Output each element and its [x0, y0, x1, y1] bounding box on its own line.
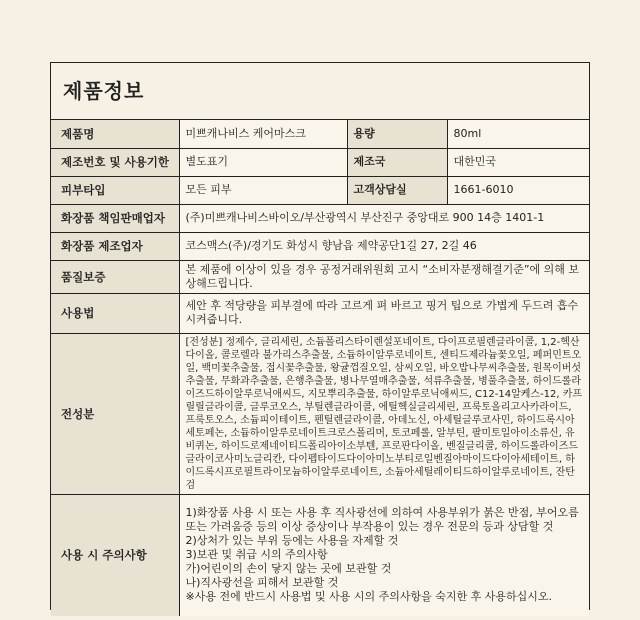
row-label: 화장품 책임판매업자 — [51, 204, 179, 232]
row-label: 품질보증 — [51, 260, 179, 293]
row-value: [전성분] 정제수, 글리세린, 소듐폴리스타이렌설포네이트, 다이프로필렌글라이콜, 1,2-헥산다이올, 콜로렐라 불가리스추출물, 소듐하이알루로네이트, 센티드제라늄꽃오일, 페퍼민트오일, 백미꽃추출물, 접시꽃추출물, 왕귤껍질오일, 삼씨오일, 바오밥나무씨추출물, 원목이버섯추출물, 무화과추출물, 은행추출물, 병나무열매추출물, 석류추출물, 병풀추출물, 하이드롤라이즈드하이알루로닉애씨드, 지모뿌리추출물, 하이알루로닉애씨드, C12-14알케스-12, 카프릴릴글라이콜, 글루코오스, 부틸렌글라이콜, 에틸헥실글리세린, 프룩토올리고사카라이드, 프룩토오스, 소듐피이테이트, 펜틸렌글라이콜, 아데노신, 아세틸글루코사민, 하이드록시아세토페논, 소듐하이알루로네이트크로스폴리머, 토코페롤, 알부틴, 팔미토일아이소류신, 유비퀴논, 하이드로제네이티드폴리아이소부텐, 프로판다이올, 벤질글리콜, 하이드롤라이즈드글라이코사미노글리칸, 다이펩타이드다이아미노부티로일벤질아마이드다이아세테이트, 하이드록시프로필트라이모늄하이알루로네이트, 소듐아세틸레이티드하이알루로네이트, 잔탄검 — [179, 333, 589, 494]
page-title: 제품정보 — [51, 63, 589, 120]
row-value: 1)화장품 사용 시 또는 사용 후 직사광선에 의하여 사용부위가 붉은 반점, 부어오름 또는 가려움증 등의 이상 증상이나 부작용이 있는 경우 전문의 등과 상담할 것 2)상처가 있는 부위 등에는 사용을 자제할 것 3)보관 및 취급 시의 주의사항 가)어린이의 손이 닿지 않는 곳에 보관할 것 나)직사광선을 피해서 보관할 것 ※사용 전에 반드시 사용법 및 사용 시의 주의사항을 숙지한 후 사용하십시오. — [179, 494, 589, 616]
row-value: 1661-6010 — [447, 176, 589, 204]
table-row-product-name — [51, 120, 589, 148]
table-row-maker — [51, 232, 589, 260]
table-row-serial — [51, 148, 589, 176]
row-value: 본 제품에 이상이 있을 경우 공정거래위원회 고시 “소비자분쟁해결기준”에 의해 보상해드립니다. — [179, 260, 589, 293]
row-label: 제조번호 및 사용기한 — [51, 148, 179, 176]
row-value: 세안 후 적당량을 피부결에 따라 고르게 펴 바르고 핑거 팁으로 가볍게 두드려 흡수시켜줍니다. — [179, 293, 589, 333]
table-row-ingredients — [51, 333, 589, 494]
row-label: 피부타입 — [51, 176, 179, 204]
product-info-table — [51, 120, 589, 616]
row-value: 미쁘캐나비스 케어마스크 — [179, 120, 347, 148]
row-label: 제품명 — [51, 120, 179, 148]
row-label: 용량 — [347, 120, 447, 148]
row-label: 사용 시 주의사항 — [51, 494, 179, 616]
table-row-seller — [51, 204, 589, 232]
row-value: 모든 피부 — [179, 176, 347, 204]
row-value: 코스맥스(주)/경기도 화성시 향남읍 제약공단1길 27, 2길 46 — [179, 232, 589, 260]
row-value: 80ml — [447, 120, 589, 148]
row-value: 별도표기 — [179, 148, 347, 176]
product-info-card — [50, 62, 590, 610]
row-value: (주)미쁘캐나비스바이오/부산광역시 부산진구 중앙대로 900 14층 1401-1 — [179, 204, 589, 232]
table-row-skin — [51, 176, 589, 204]
row-label: 고객상담실 — [347, 176, 447, 204]
table-row-quality — [51, 260, 589, 293]
table-row-caution — [51, 494, 589, 616]
row-label: 사용법 — [51, 293, 179, 333]
row-label: 제조국 — [347, 148, 447, 176]
row-label: 전성분 — [51, 333, 179, 494]
table-row-usage — [51, 293, 589, 333]
row-value: 대한민국 — [447, 148, 589, 176]
row-label: 화장품 제조업자 — [51, 232, 179, 260]
